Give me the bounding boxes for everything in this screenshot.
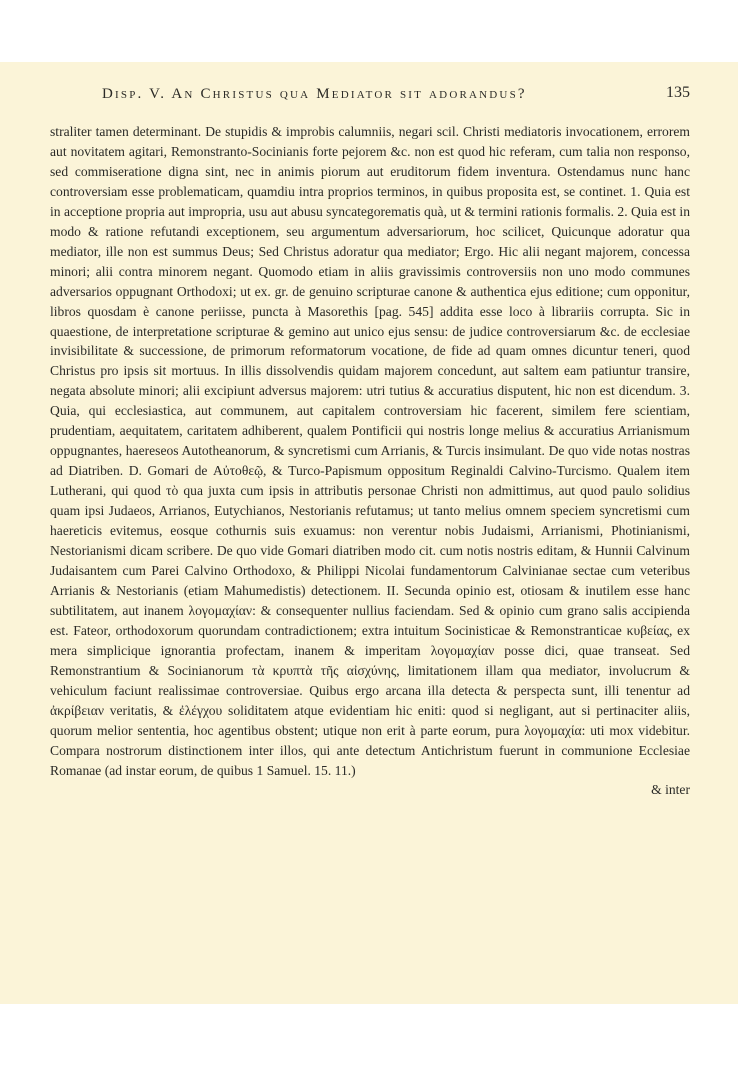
body-text-block	[50, 122, 690, 800]
page-number: 135	[666, 84, 690, 101]
book-page	[0, 62, 738, 1004]
catchword: & inter	[651, 782, 690, 798]
running-head	[50, 84, 690, 106]
running-title: Disp. V. An Christus qua Mediator sit adorandus?	[102, 86, 527, 102]
body-paragraph: straliter tamen determinant. De stupidis & improbis calumniis, negari scil. Christi mediatoris invocationem, errorem aut novitatem agitari, Remonstranto-Socinianis forte pejorem &c. non est quod hic referam, cum talia non responso, sed commiseratione digna sint, nec in animis piorum aut eruditorum fidem inventura. Ostendamus nunc hanc controversiam esse problematicam, quamdiu intra proprios terminos, in quibus proposita est, se continet. 1. Quia est in acceptione propria aut impropria, usu aut abusu syncategorematis quà, ut & termini rationis formalis. 2. Quia est in modo & ratione refutandi exceptionem, seu argumentum adversariorum, hoc scilicet, Quicunque adoratur qua mediator, ille non est summus Deus; Sed Christus adoratur qua mediator; Ergo. Hic alii negant majorem, concessa minori; alii contra minorem negant. Quomodo etiam in aliis gravissimis controversiis non uno modo communes adversarios oppugnant Orthodoxi; ut ex. gr. de genuino scripturae canone & authentica ejus editione; cum opponitur, libros quosdam è canone periisse, puncta à Masorethis [pag. 545] addita esse loco à librariis corrupta. Sic in quaestione, de interpretatione scripturae & gemino aut unico ejus sensu: de judice controversiarum &c. de ecclesiae invisibilitate & successione, de primorum reformatorum vocatione, de fide ad quam omnes dicuntur teneri, quod Christus pro ipsis sit mortuus. In illis dissolvendis quidam majorem concedunt, aut saltem eam patiuntur transire, negata absolute minori; alii excipiunt adversus majorem: utri tutius & accuratius disputent, hic non est dicendum. 3. Quia, qui ecclesiastica, aut communem, aut capitalem controversiam hic facerent, similem fere scientiam, prudentiam, aequitatem, caritatem adhiberent, qualem Pontificii qui nostris longe melius & accuratius Arrianismum oppugnantes, haereseos Autotheanorum, & syncretismi cum Arrianis, & Turcis insimulant. De quo vide notas nostras ad Diatriben. D. Gomari de Αὐτοθεῷ, & Turco-Papismum oppositum Reginaldi Calvino-Turcismo. Qualem item Lutherani, qui quod τὸ qua juxta cum ipsis in attributis personae Christi non admittimus, aut quod paulo solidius quam ipsi Judaeos, Arrianos, Eutychianos, Nestorianis refutamus; ut tanto melius omnem speciem syncretismi cum haereticis evitemus, eosque cothurnis suis exuamus: non verentur nobis Judaismi, Arrianismi, Photinianismi, Nestorianismi dicam scribere. De quo vide Gomari diatriben modo cit. cum notis nostris editam, & Hunnii Calvinum Judaisantem cum Parei Calvino Orthodoxo, & Philippi Nicolai fundamentorum Calvinianae sectae cum veteribus Arrianis & Nestorianis (etiam Mahumedistis) detectionem. II. Secunda opinio est, otiosam & inutilem esse hanc subtilitatem, aut inanem λογομαχίαν: & consequenter nullius faciendam. Sed & opinio cum grano salis accipienda est. Fateor, orthodoxorum quorundam contradictionem; extra intuitum Socinisticae & Remonstranticae κυβείας, ex mera simplicique ignorantia profectam, inanem & imperitam λογομαχίαν posse dici, quae transeat. Sed Remonstrantium & Socinianorum τὰ κρυπτὰ τῆς αἰσχύνης, limitationem illam qua mediator, involucrum & vehiculum faciunt realissimae controversiae. Quibus ergo arcana illa detecta & perspecta sunt, illi tenentur ad ἀκρίβειαν veritatis, & ἐλέγχου soliditatem atque evidentiam hic eniti: quod si negligant, aut si pertinaciter aliis, quorum melior sententia, hoc agentibus obstent; utique non erit à parte eorum, pura λογομαχία: uti mox videbitur. Compara nostrorum distinctionem inter illos, qui ante detectum Antichristum fuerunt in communione Ecclesiae Romanae (ad instar eorum, de quibus 1 Samuel. 15. 11.)	[50, 124, 690, 778]
